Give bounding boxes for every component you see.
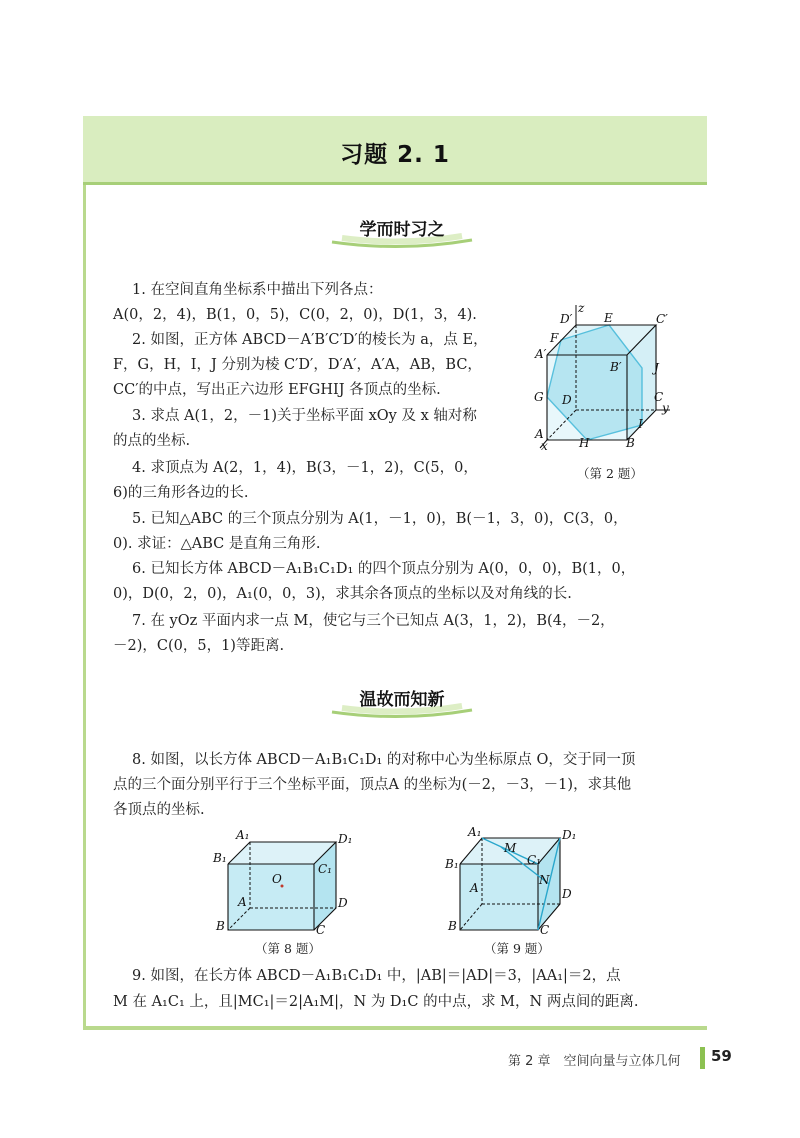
fig2-label-a: A — [535, 427, 544, 441]
problem-5-line-1: 5. 已知△ABC 的三个顶点分别为 A(1，－1，0)，B(－1，3，0)，C(3，0， — [132, 511, 628, 527]
fig2-label-f: F — [550, 331, 559, 345]
section-heading-1 — [312, 216, 492, 250]
fig2-label-i: I — [638, 417, 643, 431]
problem-8-line-2: 点的三个面分别平行于三个坐标平面，顶点A 的坐标为(－2，－3，－1)，求其他 — [113, 777, 632, 793]
fig8-label-c: C — [316, 923, 326, 936]
fig9-label-b1: B₁ — [445, 857, 459, 871]
fig2-label-e: E — [604, 311, 613, 325]
caption-figure-2: （第 2 题） — [577, 466, 643, 481]
fig8-label-b: B — [216, 919, 225, 933]
problem-3-line-2: 的点的坐标. — [113, 433, 191, 449]
fig2-label-d: D — [562, 393, 572, 407]
fig9-label-a1: A₁ — [468, 826, 482, 839]
problem-9-line-2: M 在 A₁C₁ 上，且|MC₁|＝2|A₁M|，N 为 D₁C 的中点，求 M，N 两点间的距离. — [113, 994, 639, 1010]
fig9-label-n: N — [539, 873, 550, 887]
fig2-label-c: C — [654, 390, 664, 404]
problem-2-line-1: 2. 如图，正方体 ABCD－A′B′C′D′的棱长为 a，点 E， — [132, 332, 488, 348]
fig8-label-a: A — [238, 895, 247, 909]
problem-4-line-1: 4. 求顶点为 A(2，1，4)，B(3，－1，2)，C(5，0， — [132, 460, 478, 476]
fig2-label-a1: A′ — [535, 347, 547, 361]
fig2-label-g: G — [534, 390, 544, 404]
problem-9-line-1: 9. 如图，在长方体 ABCD－A₁B₁C₁D₁ 中，|AB|＝|AD|＝3，|AA₁|＝2，点 — [132, 968, 621, 984]
fig2-label-j: J — [654, 361, 659, 375]
caption-figure-8: （第 8 题） — [255, 941, 321, 956]
problem-6-line-2: 0)，D(0，2，0)，A₁(0，0，3)，求其余各顶点的坐标以及对角线的长. — [113, 586, 572, 602]
fig9-label-c: C — [540, 923, 550, 936]
fig2-label-c1: C′ — [656, 312, 668, 326]
fig9-label-b: B — [448, 919, 457, 933]
footer-chapter: 第 2 章 空间向量与立体几何 — [508, 1054, 681, 1069]
fig8-label-o: O — [272, 872, 282, 886]
problem-3-line-1: 3. 求点 A(1，2，－1)关于坐标平面 xOy 及 x 轴对称 — [132, 408, 477, 424]
fig8-label-d: D — [338, 896, 348, 910]
fig9-label-m: M — [504, 841, 517, 855]
problem-4-line-2: 6)的三角形各边的长. — [113, 485, 249, 501]
fig9-label-d: D — [562, 887, 572, 901]
section-title-2: 温故而知新 — [359, 690, 445, 710]
problem-8-line-3: 各顶点的坐标. — [113, 802, 205, 818]
fig2-label-b1: B′ — [610, 360, 622, 374]
footer-accent-bar — [700, 1047, 705, 1069]
problem-2-line-2: F，G，H，I，J 分别为棱 C′D′，D′A′，A′A，AB，BC， — [113, 357, 482, 373]
fig9-label-a: A — [470, 881, 479, 895]
caption-figure-9: （第 9 题） — [484, 941, 550, 956]
problem-1-line-2: A(0，2，4)，B(1，0，5)，C(0，2，0)，D(1，3，4). — [113, 307, 477, 323]
page-number: 59 — [711, 1047, 732, 1065]
fig9-label-c1: C₁ — [527, 853, 541, 867]
section-heading-2 — [312, 686, 492, 720]
fig8-label-c1: C₁ — [318, 862, 332, 876]
fig9-label-d1: D₁ — [562, 828, 577, 842]
fig8-label-b1: B₁ — [213, 851, 227, 865]
fig2-label-d1: D′ — [560, 312, 573, 326]
fig2-label-b: B — [626, 436, 635, 450]
problem-1-line-1: 1. 在空间直角坐标系中描出下列各点： — [132, 282, 383, 298]
fig8-label-a1: A₁ — [236, 828, 250, 842]
problem-7-line-1: 7. 在 yOz 平面内求一点 M，使它与三个已知点 A(3，1，2)，B(4，－2， — [132, 613, 615, 629]
page-title: 习题 2. 1 — [340, 142, 450, 168]
figure-box-problem-9 — [442, 826, 592, 936]
fig2-label-y: y — [662, 401, 669, 415]
problem-2-line-3: CC′的中点，写出正六边形 EFGHIJ 各顶点的坐标. — [113, 382, 441, 398]
fig8-label-d1: D₁ — [338, 832, 353, 846]
fig2-label-x: x — [541, 439, 548, 453]
fig2-label-h: H — [579, 436, 590, 450]
problem-7-line-2: －2)，C(0，5，1)等距离. — [113, 638, 285, 654]
section-title-1: 学而时习之 — [359, 220, 445, 240]
problem-8-line-1: 8. 如图，以长方体 ABCD－A₁B₁C₁D₁ 的对称中心为坐标原点 O，交于同一顶 — [132, 752, 636, 768]
fig2-label-z: z — [578, 301, 585, 315]
bottom-divider — [83, 1026, 707, 1030]
figure-box-problem-8 — [210, 826, 360, 936]
figure-cube-problem-2 — [532, 300, 682, 460]
title-bar — [83, 116, 707, 185]
problem-5-line-2: 0). 求证：△ABC 是直角三角形. — [113, 536, 321, 552]
problem-6-line-1: 6. 已知长方体 ABCD－A₁B₁C₁D₁ 的四个顶点分别为 A(0，0，0)，B(1，0， — [132, 561, 636, 577]
